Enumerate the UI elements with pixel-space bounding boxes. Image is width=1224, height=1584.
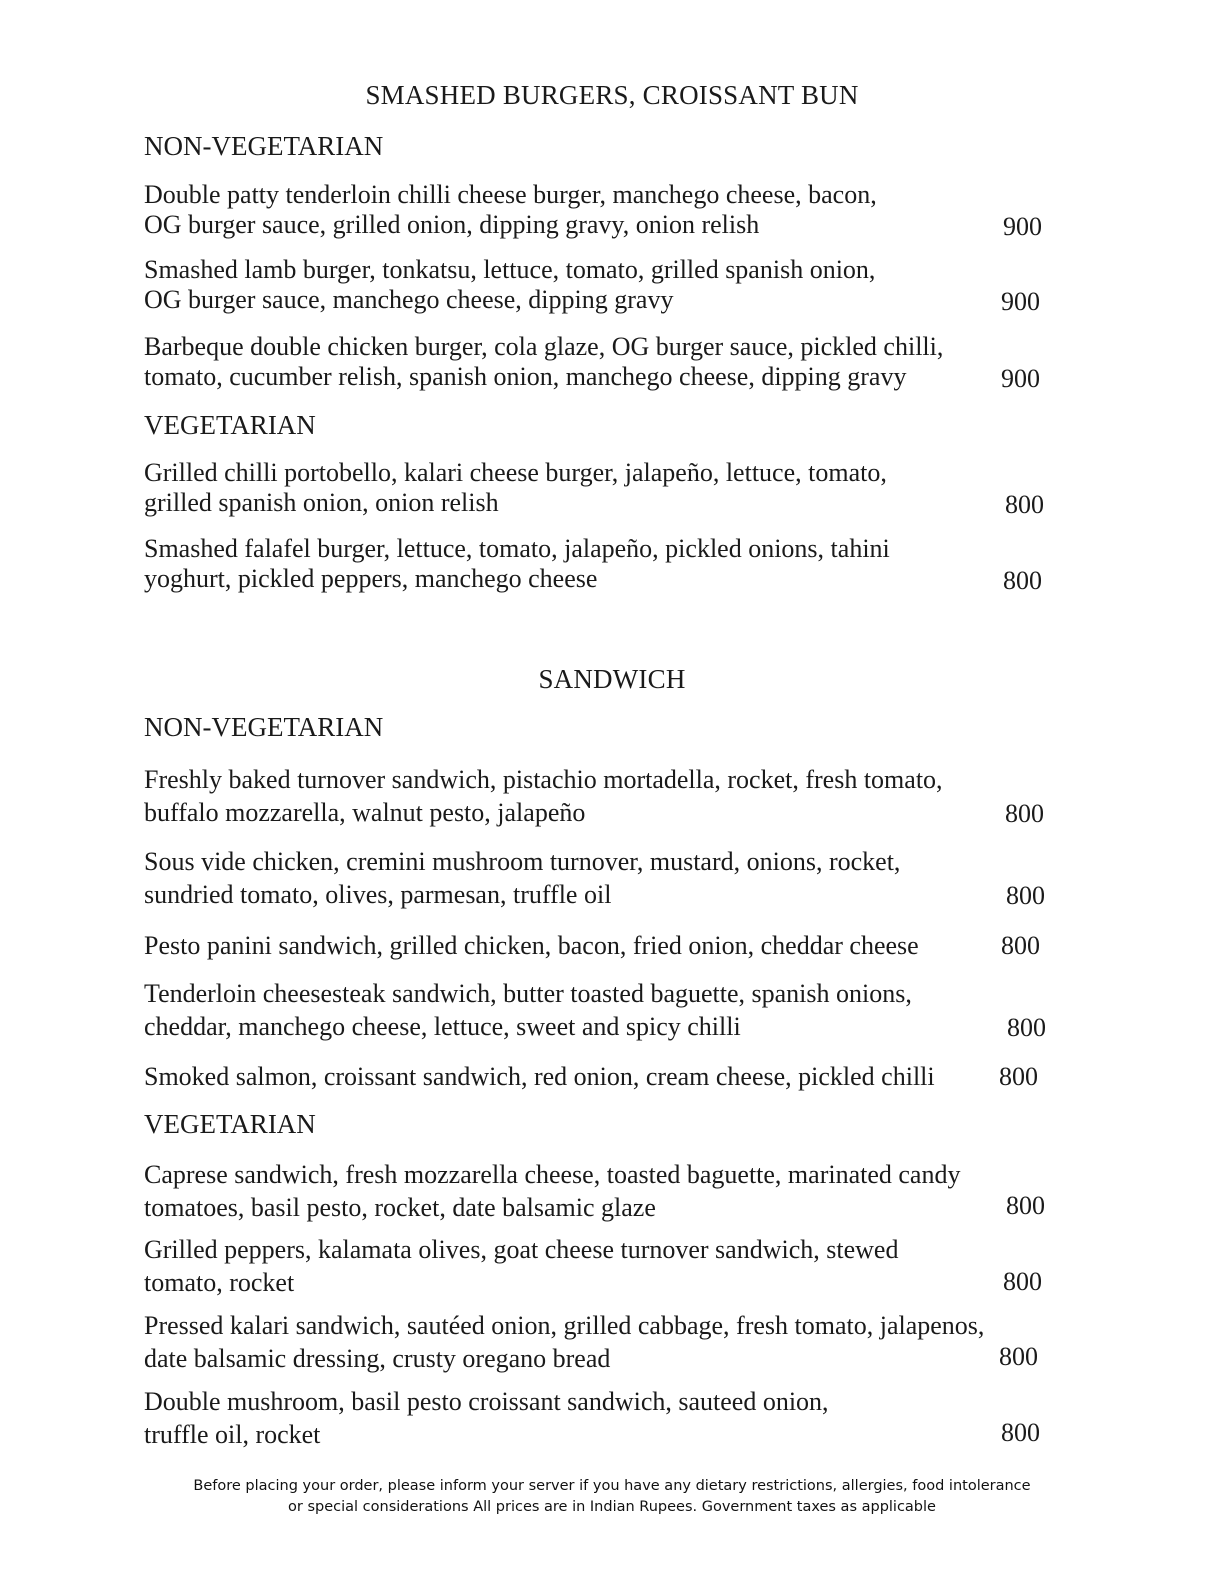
- menu-item-description: [144, 255, 1004, 315]
- menu-item-price: 800: [1007, 1013, 1046, 1042]
- menu-item-description: [144, 1233, 1004, 1299]
- menu-item-description-line: Smoked salmon, croissant sandwich, red onion, cream cheese, pickled chilli: [144, 1062, 935, 1091]
- menu-item-price: 800: [999, 1342, 1038, 1371]
- menu-item-description-line: Smashed falafel burger, lettuce, tomato, jalapeño, pickled onions, tahini: [144, 534, 890, 563]
- menu-item: [144, 977, 1084, 1043]
- menu-item-description-line: tomato, cucumber relish, spanish onion, manchego cheese, dipping gravy: [144, 362, 907, 391]
- menu-item: [144, 1233, 1084, 1299]
- menu-item: [144, 763, 1084, 829]
- menu-item-description-line: truffle oil, rocket: [144, 1420, 321, 1449]
- menu-item-description-line: Caprese sandwich, fresh mozzarella cheese, toasted baguette, marinated candy: [144, 1160, 961, 1189]
- menu-item-price: 800: [1005, 490, 1044, 519]
- menu-item-description-line: Pesto panini sandwich, grilled chicken, bacon, fried onion, cheddar cheese: [144, 931, 919, 960]
- menu-item-description: [144, 763, 1004, 829]
- menu-item-description-line: Barbeque double chicken burger, cola glaze, OG burger sauce, pickled chilli,: [144, 332, 944, 361]
- menu-item-price: 800: [1006, 1191, 1045, 1220]
- menu-item-description: [144, 458, 1004, 518]
- menu-item-description-line: tomato, rocket: [144, 1268, 295, 1297]
- menu-item-description: [144, 1385, 1004, 1451]
- section-title-smashed-burgers-croissant-bun: SMASHED BURGERS, CROISSANT BUN: [365, 80, 859, 110]
- menu-item-description-line: sundried tomato, olives, parmesan, truffle oil: [144, 880, 612, 909]
- menu-item-description-line: Pressed kalari sandwich, sautéed onion, grilled cabbage, fresh tomato, jalapenos,: [144, 1311, 985, 1340]
- menu-item: [144, 929, 1084, 962]
- menu-item-description-line: Smashed lamb burger, tonkatsu, lettuce, tomato, grilled spanish onion,: [144, 255, 876, 284]
- menu-item-description-line: buffalo mozzarella, walnut pesto, jalapeño: [144, 798, 586, 827]
- menu-item-description-line: Freshly baked turnover sandwich, pistachio mortadella, rocket, fresh tomato,: [144, 765, 943, 794]
- menu-item-description: [144, 1158, 1004, 1224]
- menu-item: [144, 1158, 1084, 1224]
- group-heading-vegetarian: VEGETARIAN: [144, 410, 316, 440]
- menu-item-price: 900: [1003, 212, 1042, 241]
- menu-item-description: [144, 1309, 1004, 1375]
- group-heading-non-vegetarian: NON-VEGETARIAN: [144, 712, 384, 742]
- menu-item-description: [144, 534, 1004, 594]
- section-title-sandwich: SANDWICH: [538, 664, 686, 694]
- menu-item: [144, 255, 1084, 315]
- menu-item-description-line: Double patty tenderloin chilli cheese burger, manchego cheese, bacon,: [144, 180, 877, 209]
- menu-item-description-line: yoghurt, pickled peppers, manchego cheese: [144, 564, 598, 593]
- footer-line: or special considerations All prices are in Indian Rupees. Government taxes as applicable: [288, 1499, 936, 1515]
- menu-item-description: [144, 845, 1004, 911]
- menu-item: [144, 845, 1084, 911]
- menu-item-description: [144, 180, 1004, 240]
- menu-item: [144, 1309, 1084, 1375]
- menu-item-description-line: Grilled peppers, kalamata olives, goat cheese turnover sandwich, stewed: [144, 1235, 899, 1264]
- menu-item: [144, 534, 1084, 594]
- menu-item-price: 800: [1001, 1418, 1040, 1447]
- group-heading-non-vegetarian: NON-VEGETARIAN: [144, 131, 384, 161]
- menu-item-description-line: date balsamic dressing, crusty oregano bread: [144, 1344, 611, 1373]
- group-heading-vegetarian: VEGETARIAN: [144, 1109, 316, 1139]
- menu-item-description-line: Double mushroom, basil pesto croissant sandwich, sauteed onion,: [144, 1387, 829, 1416]
- menu-item-description-line: tomatoes, basil pesto, rocket, date balsamic glaze: [144, 1193, 656, 1222]
- menu-item: [144, 1060, 1084, 1093]
- menu-item-description-line: Sous vide chicken, cremini mushroom turnover, mustard, onions, rocket,: [144, 847, 901, 876]
- menu-item-price: 900: [1001, 364, 1040, 393]
- menu-item-price: 800: [1001, 931, 1040, 960]
- menu-item: [144, 180, 1084, 240]
- menu-item-description-line: cheddar, manchego cheese, lettuce, sweet and spicy chilli: [144, 1012, 741, 1041]
- menu-item-description-line: grilled spanish onion, onion relish: [144, 488, 499, 517]
- menu-item-price: 800: [999, 1062, 1038, 1091]
- menu-item-description: [144, 332, 1004, 392]
- menu-item-description-line: Grilled chilli portobello, kalari cheese burger, jalapeño, lettuce, tomato,: [144, 458, 887, 487]
- menu-item-description-line: OG burger sauce, manchego cheese, dipping gravy: [144, 285, 674, 314]
- menu-item: [144, 332, 1084, 392]
- menu-item-price: 900: [1001, 287, 1040, 316]
- menu-item-price: 800: [1003, 566, 1042, 595]
- menu-item-price: 800: [1003, 1267, 1042, 1296]
- menu-item-price: 800: [1005, 799, 1044, 828]
- menu-item-description-line: OG burger sauce, grilled onion, dipping gravy, onion relish: [144, 210, 760, 239]
- menu-item: [144, 1385, 1084, 1451]
- menu-item-description: [144, 1060, 1004, 1093]
- footer-line: Before placing your order, please inform your server if you have any dietary restrictions, allergies, food intolerance: [193, 1478, 1031, 1494]
- menu-item-price: 800: [1006, 881, 1045, 910]
- footer-disclaimer: [0, 1476, 1224, 1518]
- menu-item-description: [144, 929, 1004, 962]
- menu-item-description: [144, 977, 1004, 1043]
- menu-item: [144, 458, 1084, 518]
- menu-item-description-line: Tenderloin cheesesteak sandwich, butter toasted baguette, spanish onions,: [144, 979, 912, 1008]
